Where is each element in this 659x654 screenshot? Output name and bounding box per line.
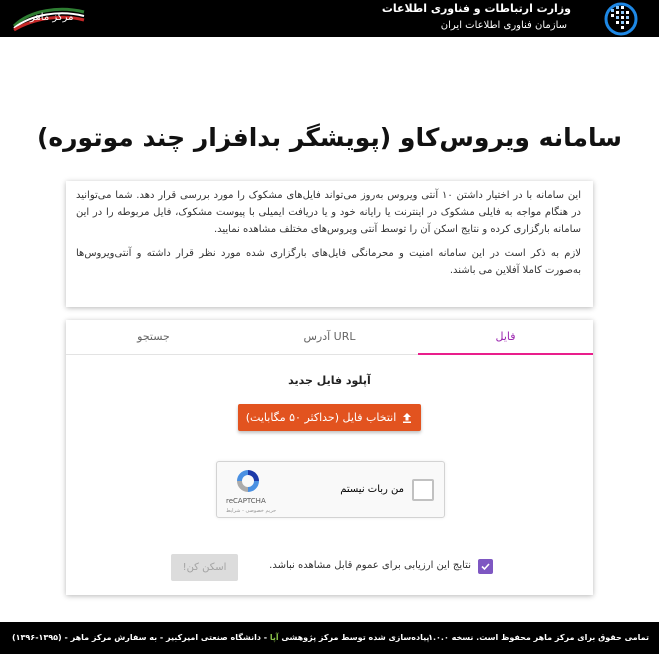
upload-heading: آپلود فایل جدید	[288, 374, 371, 387]
scan-card	[66, 320, 593, 595]
info-paragraph-2: لازم به ذکر است در این سامانه امنیت و محرمانگی فایل‌های بارگزاری شده مورد نظر قرار داشته و آنتی‌ویروس‌ها به‌صورت کاملا آفلاین می باشند.	[76, 248, 581, 276]
choose-file-button[interactable]	[238, 404, 421, 431]
ito-logo-icon	[597, 1, 645, 37]
recaptcha-checkbox[interactable]	[412, 479, 434, 501]
tab-search[interactable]: جستجو	[137, 330, 170, 343]
footer-credit-prefix: پیاده‌سازی شده توسط مرکز پژوهشی	[281, 633, 430, 642]
info-card	[66, 181, 593, 307]
recaptcha-brand: reCAPTCHA	[226, 497, 266, 505]
recaptcha-logo-icon	[235, 468, 261, 494]
choose-file-label: انتخاب فایل (حداکثر ۵۰ مگابایت)	[245, 411, 397, 424]
footer-rights: تمامی حقوق برای مرکز ماهر محفوظ است. نسخه ۱.۰.۰	[428, 633, 649, 642]
upload-icon	[401, 412, 413, 424]
recaptcha-label: من ربات نیستم	[340, 484, 404, 495]
recaptcha-widget	[216, 461, 445, 518]
scan-button[interactable]: اسکن کن!	[171, 554, 238, 581]
recaptcha-privacy-links[interactable]: حریم خصوصی - شرایط	[226, 508, 277, 514]
tab-url[interactable]: آدرس URL	[303, 330, 356, 343]
hide-results-checkbox[interactable]	[478, 559, 493, 574]
footer-credit-suffix: - دانشگاه صنعتی امیرکبیر - به سفارش مرکز ماهر - (۱۳۹۵-۱۳۹۶)	[12, 633, 268, 642]
footer	[0, 622, 659, 654]
hide-results-label: نتایج این ارزیابی برای عموم قابل مشاهده نباشد.	[269, 560, 471, 571]
check-icon	[480, 561, 491, 572]
footer-credit-apa[interactable]: آپا	[269, 633, 279, 642]
ministry-name: وزارت ارتباطات و فناوری اطلاعات	[381, 2, 571, 15]
tab-file[interactable]: فایل	[418, 320, 593, 355]
tab-bar	[66, 320, 593, 355]
page-title: سامانه ویروس‌کاو (پویشگر بدافزار چند موتوره)	[36, 123, 623, 152]
maher-logo-text: مرکز ماهر	[30, 12, 74, 23]
footer-credit	[12, 633, 429, 642]
top-header	[0, 0, 659, 37]
organization-name: سازمان فناوری اطلاعات ایران	[440, 20, 567, 31]
info-paragraph-1: این سامانه با در اختیار داشتن ۱۰ آنتی ویروس به‌روز می‌تواند فایل‌های مشکوک را مورد بررسی قرار دهد. شما می‌توانید در هنگام مواجه به فایلی مشکوک در اینترنت یا رایانه خود و یا دریافت ایمیلی با پیوست مشکوک، فایل مربوطه را در این سامانه بارگزاری کرده و نتایج اسکن آن را توسط آنتی ویروس‌های مختلف مشاهده نمایید.	[76, 190, 581, 235]
